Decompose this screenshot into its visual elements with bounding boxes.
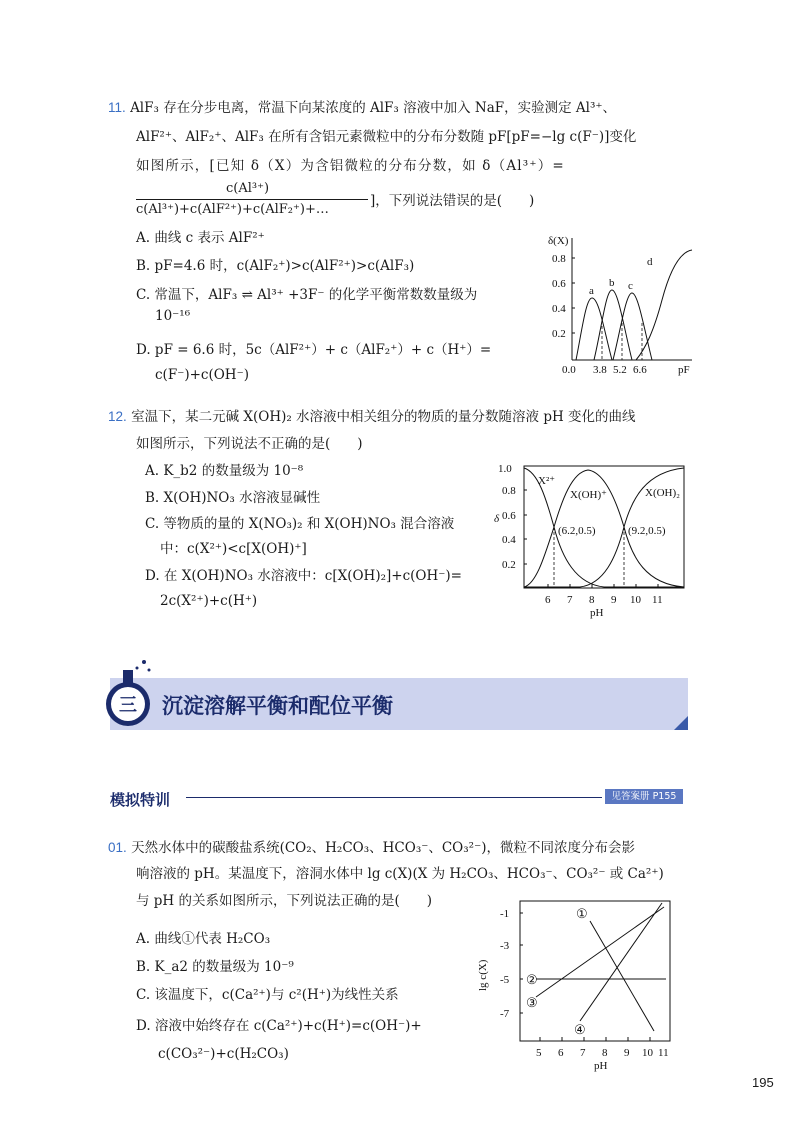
y-tick: 0.6 — [502, 510, 516, 522]
q01-line3: 与 pH 的关系如图所示，下列说法正确的是( ) — [136, 893, 433, 909]
q12-option-c-cont: 中：c(X²⁺)<c[X(OH)⁺] — [160, 541, 307, 557]
y-tick: -1 — [500, 908, 510, 920]
q12-option-b: B. X(OH)NO₃ 水溶液显碱性 — [145, 490, 321, 506]
x-tick: 5 — [536, 1047, 542, 1059]
curve-label-d: d — [647, 256, 653, 268]
q12-line1-text: 室温下，某二元碱 X(OH)₂ 水溶液中相关组分的物质的量分数随溶液 pH 变化的曲线 — [131, 409, 636, 425]
y-tick: 0.6 — [552, 278, 566, 290]
curve-label-a: a — [589, 285, 594, 297]
fraction-bar — [136, 199, 368, 200]
q12-option-a: A. K_b2 的数量级为 10⁻⁸ — [145, 463, 304, 479]
q12-line2: 如图所示，下列说法不正确的是( ) — [136, 436, 363, 452]
q11-option-d-cont: c(F⁻)+c(OH⁻) — [155, 367, 249, 383]
divider — [186, 797, 602, 798]
q11-number: 11. — [108, 100, 126, 115]
q01-line1-text: 天然水体中的碳酸盐系统(CO₂、H₂CO₃、HCO₃⁻、CO₃²⁻)，微粒不同浓度分布会影 — [131, 840, 635, 856]
q12-option-d-cont: 2c(X²⁺)+c(H⁺) — [160, 593, 258, 609]
page-number: 195 — [752, 1075, 774, 1090]
q01-line1 — [108, 838, 635, 858]
y-tick: -3 — [500, 940, 510, 952]
curve-label-2: ② — [526, 972, 538, 987]
x-tick: 6 — [558, 1047, 564, 1059]
q12-option-d: D. 在 X(OH)NO₃ 水溶液中：c[X(OH)₂]+c(OH⁻)= — [145, 568, 462, 584]
q11-option-d: D. pF = 6.6 时，5c（AlF²⁺）+ c（AlF₂⁺）+ c（H⁺）= — [136, 342, 492, 358]
answer-reference-tag: 见答案册 P155 — [605, 789, 683, 804]
curve-a — [576, 298, 612, 360]
chart-ylabel: δ(X) — [548, 235, 569, 247]
point-label: (9.2,0.5) — [628, 525, 666, 537]
q01-option-d-cont: c(CO₃²⁻)+c(H₂CO₃) — [158, 1046, 289, 1062]
q11-option-b: B. pF=4.6 时，c(AlF₂⁺)>c(AlF²⁺)>c(AlF₃) — [136, 258, 415, 274]
y-tick: 0.8 — [502, 485, 516, 497]
y-tick: 0.2 — [552, 328, 566, 340]
curve-label-c: c — [628, 280, 633, 292]
curve-label-1: ① — [576, 906, 588, 921]
curve-d — [636, 250, 692, 360]
q11-line4-tail: ]，下列说法错误的是( ) — [370, 193, 535, 209]
q11-chart — [520, 230, 700, 380]
flask-icon — [104, 656, 160, 732]
curve-1 — [590, 921, 654, 1031]
q11-line1-text: AlF₃ 存在分步电离，常温下向某浓度的 AlF₃ 溶液中加入 NaF，实验测定 Al³⁺、 — [130, 100, 617, 116]
section-banner — [110, 678, 688, 730]
x-tick: 7 — [580, 1047, 586, 1059]
x-tick: 7 — [567, 594, 573, 606]
q11-fraction-denominator: c(Al³⁺)+c(AlF²⁺)+c(AlF₂⁺)+… — [136, 202, 329, 217]
y-tick: 0.2 — [502, 559, 516, 571]
q12-number: 12. — [108, 409, 127, 424]
y-tick: 0.4 — [552, 303, 566, 315]
x-tick: 8 — [589, 594, 595, 606]
x-tick: 6 — [545, 594, 551, 606]
y-tick: -5 — [500, 974, 510, 986]
q01-number: 01. — [108, 840, 127, 855]
curve-3 — [536, 907, 664, 997]
series-label-x2plus: X²⁺ — [538, 475, 556, 487]
section-number: 三 — [119, 695, 137, 715]
curve-label-4: ④ — [574, 1022, 586, 1037]
x-tick: 9 — [611, 594, 617, 606]
curve-label-b: b — [609, 277, 615, 289]
x-tick: 3.8 — [593, 364, 607, 376]
x-tick: 8 — [602, 1047, 608, 1059]
q11-line1 — [108, 98, 616, 118]
x-tick: 5.2 — [613, 364, 627, 376]
q12-chart — [480, 458, 702, 626]
chart-ylabel: lg c(X) — [477, 959, 489, 991]
point-label: (6.2,0.5) — [558, 525, 596, 537]
practice-title: 模拟特训 — [110, 791, 171, 809]
q11-option-c: C. 常温下，AlF₃ ⇌ Al³⁺ +3F⁻ 的化学平衡常数数量级为 — [136, 287, 478, 303]
q01-option-b: B. K_a2 的数量级为 10⁻⁹ — [136, 959, 294, 975]
x-tick: 6.6 — [633, 364, 647, 376]
curve-4 — [580, 903, 662, 1021]
q11-line3: 如图所示，[已知 δ（X）为含铝微粒的分布分数，如 δ（Al³⁺）= — [136, 158, 565, 174]
q11-option-c-cont: 10⁻¹⁶ — [155, 308, 191, 324]
x-tick: 0.0 — [562, 364, 576, 376]
y-tick: 0.8 — [552, 253, 566, 265]
q12-option-c: C. 等物质的量的 X(NO₃)₂ 和 X(OH)NO₃ 混合溶液 — [145, 516, 455, 532]
chart-xlabel: pH — [594, 1060, 608, 1072]
series-label-xoh-plus: X(OH)⁺ — [570, 489, 607, 501]
series-label-xoh2: X(OH)₂ — [645, 487, 680, 499]
q01-option-c: C. 该温度下，c(Ca²⁺)与 c²(H⁺)为线性关系 — [136, 987, 399, 1003]
y-tick: 1.0 — [498, 463, 512, 475]
chart-ylabel: δ — [494, 513, 500, 525]
y-tick: -7 — [500, 1008, 510, 1020]
x-tick: 11 — [652, 594, 663, 606]
curve-label-3: ③ — [526, 995, 538, 1010]
curve-b — [594, 290, 632, 360]
chart-xlabel: pH — [590, 607, 604, 619]
chart-xlabel: pF — [678, 364, 690, 376]
x-tick: 10 — [630, 594, 641, 606]
q01-chart — [476, 893, 686, 1075]
q11-line2: AlF²⁺、AlF₂⁺、AlF₃ 在所有含铝元素微粒中的分布分数随 pF[pF=−lg c(F⁻)]变化 — [136, 129, 637, 145]
q01-option-a: A. 曲线①代表 H₂CO₃ — [136, 931, 271, 947]
x-tick: 9 — [624, 1047, 630, 1059]
q01-option-d: D. 溶液中始终存在 c(Ca²⁺)+c(H⁺)=c(OH⁻)+ — [136, 1018, 422, 1034]
x-tick: 11 — [658, 1047, 669, 1059]
q11-option-a: A. 曲线 c 表示 AlF²⁺ — [136, 230, 265, 246]
section-title: 沉淀溶解平衡和配位平衡 — [162, 694, 393, 718]
q12-line1 — [108, 407, 636, 427]
banner-corner — [674, 716, 688, 730]
q01-line2: 响溶液的 pH。某温度下，溶洞水体中 lg c(X)(X 为 H₂CO₃、HCO₃⁻、CO₃²⁻ 或 Ca²⁺) — [136, 866, 664, 882]
y-tick: 0.4 — [502, 534, 516, 546]
x-tick: 10 — [642, 1047, 653, 1059]
q11-fraction-numerator: c(Al³⁺) — [226, 181, 270, 196]
